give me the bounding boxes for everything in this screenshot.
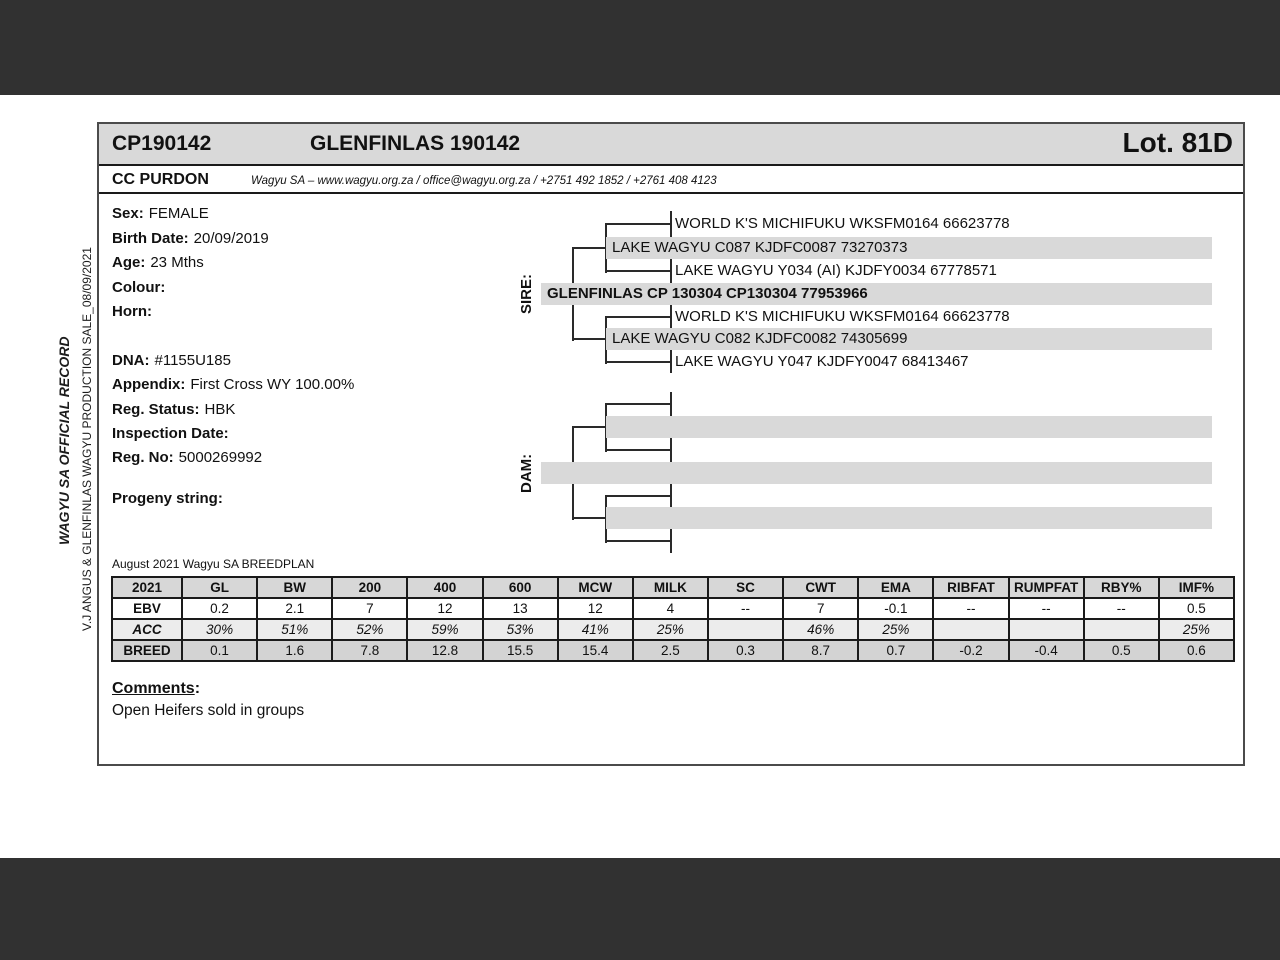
pedigree-connector-line	[605, 361, 670, 363]
detail-label: Age:	[112, 254, 146, 271]
breedplan-cell: 41%	[558, 619, 633, 640]
breedplan-cell: 0.7	[858, 640, 933, 661]
detail-value: FEMALE	[148, 205, 209, 222]
breedplan-cell: 8.7	[783, 640, 858, 661]
detail-label: Inspection Date:	[112, 425, 229, 442]
comments-colon: :	[194, 680, 201, 697]
breedplan-col-header: 2021	[112, 577, 182, 598]
breedplan-cell	[933, 619, 1008, 640]
breeder-name: CC PURDON	[112, 171, 209, 188]
breedplan-cell: 0.2	[182, 598, 257, 619]
breedplan-cell: 25%	[1159, 619, 1234, 640]
top-dark-band	[0, 0, 1280, 95]
breedplan-col-header: MILK	[633, 577, 708, 598]
detail-label: Appendix:	[112, 376, 186, 393]
pedigree-connector-line	[572, 426, 608, 428]
bottom-dark-band	[0, 858, 1280, 960]
breedplan-row-label: BREED	[112, 640, 182, 661]
pedigree-entry-sire-gp4: LAKE WAGYU Y047 KJDFY0047 68413467	[675, 353, 969, 370]
pedigree-entry-sire-sire: LAKE WAGYU C087 KJDFC0087 73270373	[612, 239, 908, 256]
breedplan-cell: 25%	[858, 619, 933, 640]
pedigree-connector-line	[605, 223, 670, 225]
breedplan-col-header: IMF%	[1159, 577, 1234, 598]
pedigree-highlight-bar	[606, 416, 1212, 438]
pedigree-entry-sire: GLENFINLAS CP 130304 CP130304 77953966	[547, 285, 868, 302]
breedplan-header-row	[112, 577, 1234, 598]
breedplan-col-header: 200	[332, 577, 407, 598]
breedplan-cell	[1009, 619, 1084, 640]
breedplan-col-header: GL	[182, 577, 257, 598]
breedplan-col-header: BW	[257, 577, 332, 598]
detail-age	[112, 254, 204, 272]
breedplan-row-acc	[112, 619, 1234, 640]
breedplan-cell: 2.1	[257, 598, 332, 619]
breedplan-cell: -0.2	[933, 640, 1008, 661]
breedplan-col-header: 400	[407, 577, 482, 598]
pedigree-connector-line	[605, 449, 670, 451]
breedplan-cell: --	[1084, 598, 1159, 619]
detail-label: DNA:	[112, 352, 150, 369]
pedigree-entry-sire-gp2: LAKE WAGYU Y034 (AI) KJDFY0034 67778571	[675, 262, 997, 279]
pedigree-connector-line	[605, 540, 670, 542]
breedplan-cell: 0.5	[1084, 640, 1159, 661]
breedplan-col-header: EMA	[858, 577, 933, 598]
breedplan-cell: 30%	[182, 619, 257, 640]
breedplan-cell: 12	[558, 598, 633, 619]
breedplan-cell: 46%	[783, 619, 858, 640]
comments-heading	[112, 680, 200, 698]
breedplan-cell: 12.8	[407, 640, 482, 661]
pedigree-connector-line	[605, 316, 670, 318]
breedplan-col-header: RBY%	[1084, 577, 1159, 598]
breedplan-cell: 12	[407, 598, 482, 619]
animal-id: CP190142	[112, 132, 212, 155]
breedplan-cell: 4	[633, 598, 708, 619]
pedigree-connector-line	[605, 270, 670, 272]
detail-label: Reg. Status:	[112, 401, 200, 418]
detail-value: 23 Mths	[150, 254, 204, 271]
pedigree-entry-sire-gp3: WORLD K'S MICHIFUKU WKSFM0164 66623778	[675, 308, 1010, 325]
detail-reg-no	[112, 449, 262, 467]
org-contact-line: Wagyu SA – www.wagyu.org.za / office@wagyu.org.za / +2751 492 1852 / +2761 408 4123	[251, 175, 717, 187]
pedigree-connector-line	[572, 338, 608, 340]
breedplan-cell: 2.5	[633, 640, 708, 661]
breedplan-cell: -0.4	[1009, 640, 1084, 661]
page-header	[99, 124, 1243, 166]
pedigree-dam-label: DAM:	[518, 453, 535, 493]
breedplan-table	[111, 576, 1235, 662]
breedplan-col-header: RUMPFAT	[1009, 577, 1084, 598]
detail-dna	[112, 352, 231, 370]
detail-birth-date	[112, 230, 269, 248]
pedigree-entry-sire-gp1: WORLD K'S MICHIFUKU WKSFM0164 66623778	[675, 215, 1010, 232]
detail-label: Progeny string:	[112, 490, 223, 507]
breedplan-row-ebv	[112, 598, 1234, 619]
breedplan-cell: --	[933, 598, 1008, 619]
breedplan-cell: 7	[783, 598, 858, 619]
pedigree-connector-line	[572, 517, 608, 519]
breedplan-cell: 0.3	[708, 640, 783, 661]
breedplan-caption: August 2021 Wagyu SA BREEDPLAN	[112, 557, 315, 571]
detail-label: Reg. No:	[112, 449, 174, 466]
page-subheader	[99, 166, 1243, 194]
detail-value: HBK	[204, 401, 236, 418]
breedplan-cell: 1.6	[257, 640, 332, 661]
detail-horn	[112, 303, 157, 321]
detail-value: First Cross WY 100.00%	[190, 376, 355, 393]
breedplan-cell: -0.1	[858, 598, 933, 619]
comments-label: Comments	[112, 680, 195, 697]
breedplan-cell: --	[1009, 598, 1084, 619]
breedplan-cell: 51%	[257, 619, 332, 640]
pedigree-connector-line	[605, 495, 670, 497]
pedigree-connector-line	[572, 247, 608, 249]
pedigree-connector-line	[605, 403, 670, 405]
detail-label: Colour:	[112, 279, 166, 296]
breedplan-cell: 0.6	[1159, 640, 1234, 661]
breedplan-cell	[1084, 619, 1159, 640]
pedigree-highlight-bar	[606, 507, 1212, 529]
detail-progeny-string	[112, 490, 228, 508]
breedplan-cell: 59%	[407, 619, 482, 640]
page-title: GLENFINLAS 190142	[310, 132, 521, 155]
breedplan-row-label: EBV	[112, 598, 182, 619]
breedplan-cell: 13	[483, 598, 558, 619]
detail-label: Horn:	[112, 303, 152, 320]
detail-inspection-date	[112, 425, 234, 443]
detail-colour	[112, 279, 170, 297]
catalog-page-box	[97, 122, 1245, 766]
detail-value: #1155U185	[154, 352, 231, 369]
breedplan-col-header: 600	[483, 577, 558, 598]
side-official-record-text: WAGYU SA OFFICIAL RECORD	[56, 336, 72, 546]
side-sale-title-text: V.J ANGUS & GLENFINLAS WAGYU PRODUCTION SALE_08/09/2021	[80, 247, 94, 631]
breedplan-cell: 7	[332, 598, 407, 619]
breedplan-cell: --	[708, 598, 783, 619]
pedigree-highlight-bar	[541, 462, 1212, 484]
breedplan-cell: 15.5	[483, 640, 558, 661]
breedplan-cell: 53%	[483, 619, 558, 640]
breedplan-cell: 0.5	[1159, 598, 1234, 619]
breedplan-col-header: RIBFAT	[933, 577, 1008, 598]
detail-value: 20/09/2019	[193, 230, 269, 247]
detail-label: Birth Date:	[112, 230, 189, 247]
breedplan-cell: 52%	[332, 619, 407, 640]
breedplan-col-header: CWT	[783, 577, 858, 598]
breedplan-row-breed	[112, 640, 1234, 661]
detail-label: Sex:	[112, 205, 144, 222]
pedigree-sire-label: SIRE:	[518, 274, 535, 315]
breedplan-cell: 15.4	[558, 640, 633, 661]
detail-reg-status	[112, 401, 235, 419]
breedplan-cell: 0.1	[182, 640, 257, 661]
pedigree-entry-sire-dam: LAKE WAGYU C082 KJDFC0082 74305699	[612, 330, 908, 347]
lot-number: Lot. 81D	[1122, 127, 1233, 158]
breedplan-cell: 7.8	[332, 640, 407, 661]
breedplan-col-header: SC	[708, 577, 783, 598]
detail-appendix	[112, 376, 354, 394]
detail-value: 5000269992	[178, 449, 263, 466]
comments-text: Open Heifers sold in groups	[112, 702, 305, 719]
detail-sex	[112, 205, 209, 223]
breedplan-cell	[708, 619, 783, 640]
breedplan-row-label: ACC	[112, 619, 182, 640]
breedplan-col-header: MCW	[558, 577, 633, 598]
breedplan-cell: 25%	[633, 619, 708, 640]
